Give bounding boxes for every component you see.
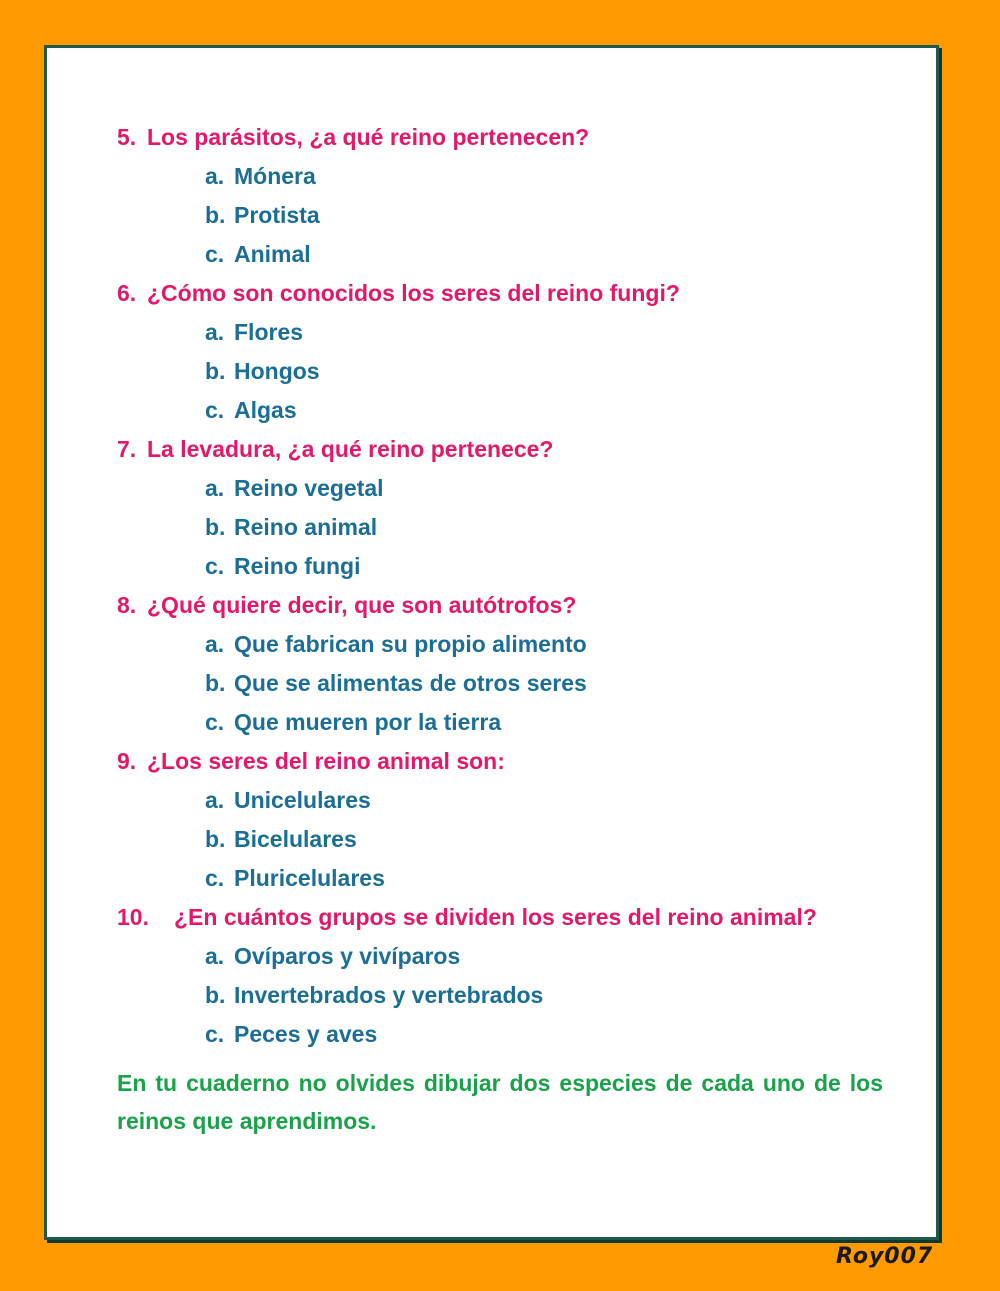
question-5 bbox=[117, 118, 887, 157]
option-text: Reino vegetal bbox=[234, 475, 384, 501]
option-6b[interactable] bbox=[117, 352, 887, 391]
author-signature: Roy007 bbox=[836, 1244, 934, 1269]
option-text: Que fabrican su propio alimento bbox=[234, 631, 587, 657]
option-text: Reino fungi bbox=[234, 553, 361, 579]
option-9b[interactable] bbox=[117, 820, 887, 859]
option-text: Hongos bbox=[234, 358, 320, 384]
closing-note: En tu cuaderno no olvides dibujar dos especies de cada uno de los reinos que aprendimos. bbox=[117, 1070, 883, 1134]
option-letter: b. bbox=[205, 670, 226, 696]
worksheet-page bbox=[44, 45, 939, 1240]
question-text: ¿Qué quiere decir, que son autótrofos? bbox=[147, 592, 577, 618]
option-8c[interactable] bbox=[117, 703, 887, 742]
option-8a[interactable] bbox=[117, 625, 887, 664]
option-letter: c. bbox=[205, 397, 225, 423]
option-letter: c. bbox=[205, 865, 225, 891]
option-7b[interactable] bbox=[117, 508, 887, 547]
option-letter: b. bbox=[205, 358, 226, 384]
option-text: Mónera bbox=[234, 163, 316, 189]
question-text: ¿Cómo son conocidos los seres del reino fungi? bbox=[147, 280, 680, 306]
option-text: Invertebrados y vertebrados bbox=[234, 982, 544, 1008]
option-8b[interactable] bbox=[117, 664, 887, 703]
option-5c[interactable] bbox=[117, 235, 887, 274]
option-6c[interactable] bbox=[117, 391, 887, 430]
question-7 bbox=[117, 430, 887, 469]
question-number: 5. bbox=[117, 124, 137, 150]
question-text: ¿En cuántos grupos se dividen los seres del reino animal? bbox=[174, 904, 817, 930]
option-5b[interactable] bbox=[117, 196, 887, 235]
option-letter: a. bbox=[205, 943, 225, 969]
option-text: Protista bbox=[234, 202, 320, 228]
option-9c[interactable] bbox=[117, 859, 887, 898]
question-number: 8. bbox=[117, 592, 137, 618]
question-number: 6. bbox=[117, 280, 137, 306]
option-9a[interactable] bbox=[117, 781, 887, 820]
option-letter: a. bbox=[205, 163, 225, 189]
option-text: Bicelulares bbox=[234, 826, 357, 852]
option-10b[interactable] bbox=[117, 976, 887, 1015]
question-text: La levadura, ¿a qué reino pertenece? bbox=[147, 436, 554, 462]
option-letter: a. bbox=[205, 787, 225, 813]
option-text: Flores bbox=[234, 319, 304, 345]
question-number: 9. bbox=[117, 748, 137, 774]
option-text: Algas bbox=[234, 397, 297, 423]
option-10a[interactable] bbox=[117, 937, 887, 976]
option-10c[interactable] bbox=[117, 1015, 887, 1054]
question-9 bbox=[117, 742, 887, 781]
option-letter: b. bbox=[205, 826, 226, 852]
option-letter: a. bbox=[205, 631, 225, 657]
option-letter: c. bbox=[205, 1021, 225, 1047]
option-letter: c. bbox=[205, 553, 225, 579]
question-text: Los parásitos, ¿a qué reino pertenecen? bbox=[147, 124, 590, 150]
option-6a[interactable] bbox=[117, 313, 887, 352]
option-letter: c. bbox=[205, 709, 225, 735]
option-7a[interactable] bbox=[117, 469, 887, 508]
question-number: 7. bbox=[117, 436, 137, 462]
option-letter: a. bbox=[205, 475, 225, 501]
option-letter: a. bbox=[205, 319, 225, 345]
worksheet-content bbox=[117, 118, 887, 1140]
question-6 bbox=[117, 274, 887, 313]
option-letter: c. bbox=[205, 241, 225, 267]
option-text: Peces y aves bbox=[234, 1021, 378, 1047]
question-text: ¿Los seres del reino animal son: bbox=[147, 748, 505, 774]
option-letter: b. bbox=[205, 514, 226, 540]
option-text: Que mueren por la tierra bbox=[234, 709, 502, 735]
option-letter: b. bbox=[205, 202, 226, 228]
option-text: Unicelulares bbox=[234, 787, 371, 813]
option-text: Reino animal bbox=[234, 514, 378, 540]
option-letter: b. bbox=[205, 982, 226, 1008]
option-7c[interactable] bbox=[117, 547, 887, 586]
option-text: Que se alimentas de otros seres bbox=[234, 670, 587, 696]
option-5a[interactable] bbox=[117, 157, 887, 196]
question-8 bbox=[117, 586, 887, 625]
option-text: Pluricelulares bbox=[234, 865, 385, 891]
option-text: Ovíparos y vivíparos bbox=[234, 943, 461, 969]
question-10 bbox=[117, 898, 887, 937]
option-text: Animal bbox=[234, 241, 311, 267]
question-number: 10. bbox=[117, 904, 149, 930]
